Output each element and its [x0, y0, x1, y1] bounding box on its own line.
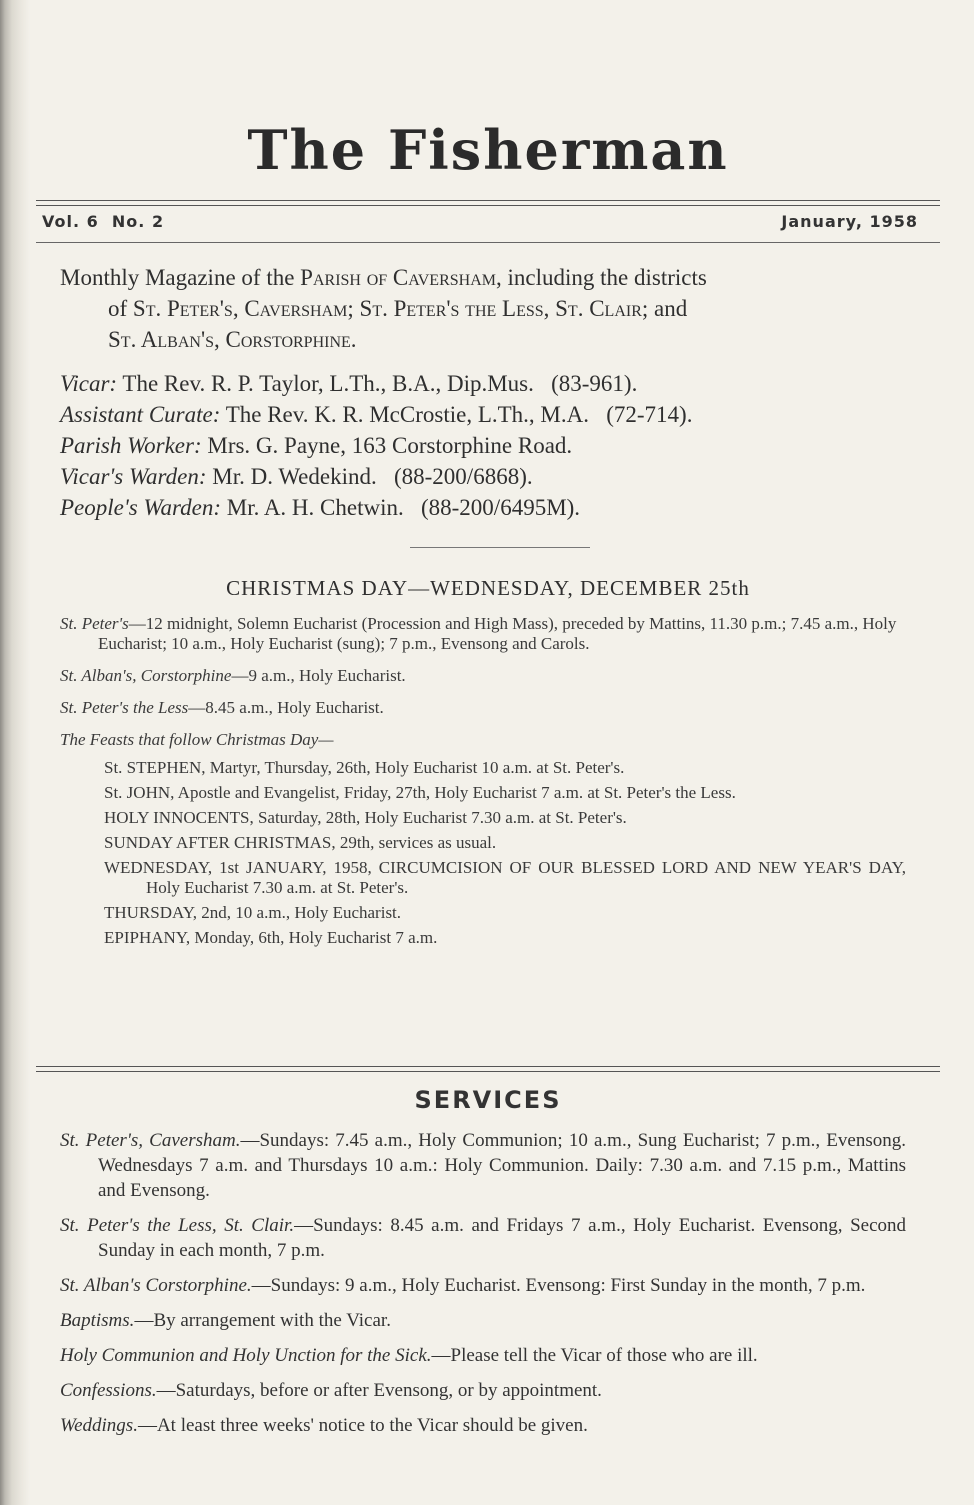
feast-item: SUNDAY AFTER CHRISTMAS, 29th, services as usual.: [104, 833, 497, 852]
christmas-schedule: [60, 614, 906, 953]
service-item: [60, 1343, 906, 1368]
section-divider: [410, 547, 590, 548]
official-vicar: [60, 368, 920, 399]
official-name: Mrs. G. Payne, 163 Corstorphine Road.: [201, 433, 573, 458]
services-rule: [36, 1066, 940, 1072]
christmas-entry: [60, 698, 906, 718]
official-name: Mr. D. Wedekind. (88-200/6868).: [206, 464, 533, 489]
feast-item: St. STEPHEN, Martyr, Thursday, 26th, Holy Eucharist 10 a.m. at St. Peter's.: [104, 758, 625, 777]
official-role: Vicar's Warden:: [60, 464, 207, 489]
service-text: —Saturdays, before or after Evensong, or by appointment.: [156, 1380, 602, 1401]
service-item: [60, 1213, 906, 1263]
service-item: [60, 1273, 906, 1298]
official-name: The Rev. K. R. McCrostie, L.Th., M.A. (72-714).: [220, 402, 693, 427]
district-st-albans: St. Alban's, Corstorphine.: [108, 327, 357, 352]
service-lead: Confessions.: [60, 1380, 157, 1401]
service-item: [60, 1413, 906, 1438]
entry-text: —8.45 a.m., Holy Eucharist.: [188, 698, 384, 717]
service-lead: St. Peter's the Less, St. Clair.: [60, 1215, 295, 1236]
services-heading: SERVICES: [414, 1086, 562, 1114]
feasts-list: [60, 758, 906, 948]
intro-text: Monthly Magazine of the: [60, 265, 301, 290]
service-text: —Please tell the Vicar of those who are ill.: [431, 1345, 758, 1366]
service-lead: Holy Communion and Holy Unction for the Sick.: [60, 1345, 432, 1366]
district-st-peters: St. Peter's, Caversham;: [132, 296, 354, 321]
christmas-heading: CHRISTMAS DAY—WEDNESDAY, DECEMBER 25th: [226, 576, 750, 600]
church-name: St. Peter's the Less: [60, 698, 189, 717]
service-text: —At least three weeks' notice to the Vicar should be given.: [137, 1415, 588, 1436]
service-text: —Sundays: 9 a.m., Holy Eucharist. Evensong: First Sunday in the month, 7 p.m.: [251, 1275, 866, 1296]
services-list: [60, 1128, 906, 1448]
christmas-entry: [60, 614, 906, 654]
official-assistant-curate: [60, 399, 920, 430]
page-binding-edge: [0, 0, 30, 1505]
official-role: People's Warden:: [60, 495, 221, 520]
service-lead: Baptisms.: [60, 1310, 135, 1331]
issue-date: January, 1958: [781, 212, 918, 231]
feast-item: WEDNESDAY, 1st JANUARY, 1958, CIRCUMCISION OF OUR BLESSED LORD AND NEW YEAR'S DAY, Holy Eucharist 7.30 a.m. at St. Peter's.: [104, 858, 906, 897]
entry-text: —9 a.m., Holy Eucharist.: [231, 666, 406, 685]
magazine-page: [36, 0, 940, 1505]
service-lead: St. Alban's Corstorphine.: [60, 1275, 252, 1296]
issue-rule: [36, 242, 940, 243]
masthead-title: The Fisherman: [247, 118, 729, 182]
service-text: —By arrangement with the Vicar.: [134, 1310, 391, 1331]
entry-text: —12 midnight, Solemn Eucharist (Procession and High Mass), preceded by Mattins, 11.30 p.m.; 7.45 a.m., Holy Eucharist; 10 a.m., Holy Eucharist (sung); 7 p.m., Evensong and Carols.: [98, 614, 897, 653]
district-st-peters-less: St. Peter's the Less, St. Clair;: [359, 296, 649, 321]
service-text: —Sundays: 7.45 a.m., Holy Communion; 10 a.m., Sung Eucharist; 7 p.m., Evensong. Wednesdays 7 a.m. and Thursdays 10 a.m.: Holy Communion. Daily: 7.30 a.m. and 7.15 p.m., Mattins and Evensong.: [98, 1130, 906, 1201]
service-item: [60, 1308, 906, 1333]
service-lead: Weddings.: [60, 1415, 138, 1436]
intro-text: including the districts: [501, 265, 707, 290]
service-lead: St. Peter's, Caversham.: [60, 1130, 241, 1151]
intro-paragraph: [60, 262, 920, 355]
feast-item: THURSDAY, 2nd, 10 a.m., Holy Eucharist.: [104, 903, 402, 922]
church-name: St. Peter's: [60, 614, 129, 633]
official-name: The Rev. R. P. Taylor, L.Th., B.A., Dip.Mus. (83-961).: [117, 371, 638, 396]
church-name: St. Alban's, Corstorphine: [60, 666, 232, 685]
issue-line: [42, 212, 918, 231]
parish-name: Parish of Caversham,: [300, 265, 502, 290]
official-vicars-warden: [60, 461, 920, 492]
christmas-entry: [60, 666, 906, 686]
feast-item: St. JOHN, Apostle and Evangelist, Friday, 27th, Holy Eucharist 7 a.m. at St. Peter's the Less.: [104, 783, 736, 802]
official-role: Vicar:: [60, 371, 118, 396]
volume-number: Vol. 6 No. 2: [42, 212, 165, 231]
service-text: —Sundays: 8.45 a.m. and Fridays 7 a.m., Holy Eucharist. Evensong, Second Sunday in each month, 7 p.m.: [98, 1215, 906, 1261]
intro-text: of: [108, 296, 133, 321]
official-name: Mr. A. H. Chetwin. (88-200/6495M).: [221, 495, 581, 520]
intro-text: and: [648, 296, 688, 321]
official-role: Parish Worker:: [60, 433, 202, 458]
service-item: [60, 1378, 906, 1403]
official-peoples-warden: [60, 492, 920, 523]
feast-item: EPIPHANY, Monday, 6th, Holy Eucharist 7 a.m.: [104, 928, 438, 947]
official-parish-worker: [60, 430, 920, 461]
top-rule: [36, 200, 940, 206]
feast-item: HOLY INNOCENTS, Saturday, 28th, Holy Eucharist 7.30 a.m. at St. Peter's.: [104, 808, 627, 827]
service-item: [60, 1128, 906, 1203]
officials-list: [60, 368, 920, 523]
official-role: Assistant Curate:: [60, 402, 221, 427]
feasts-heading: The Feasts that follow Christmas Day—: [60, 730, 334, 749]
